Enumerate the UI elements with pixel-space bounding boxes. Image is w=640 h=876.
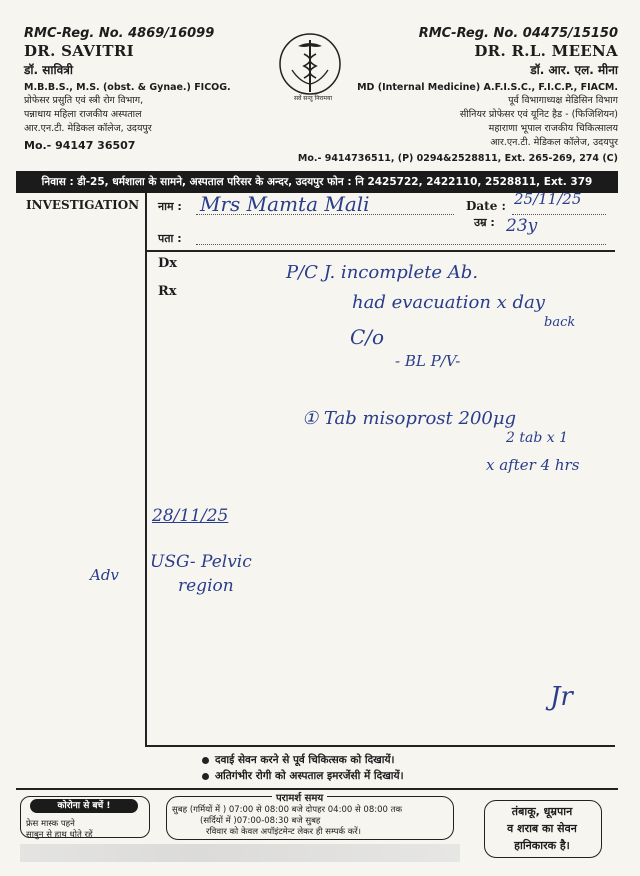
date-handwritten: 25/11/25 [514, 190, 582, 208]
address-line [196, 244, 606, 245]
left-designation-3: आर.एन.टी. मेडिकल कॉलेज, उदयपुर [24, 123, 152, 134]
age-label: उम्र : [474, 216, 495, 229]
right-qualifications: MD (Internal Medicine) A.F.I.S.C., F.I.C.P., FIACM. [357, 82, 618, 93]
note-line-3: back [544, 315, 576, 330]
corona-title: कोरोना से बचें ! [30, 799, 138, 813]
timing-line-1: सुबह (गर्मियों में ) 07:00 से 08:00 बजे दोपहर 04:00 से 08:00 तक [172, 805, 402, 815]
timing-title: परामर्श समय [272, 790, 327, 804]
dx-label: Dx [158, 256, 178, 271]
note-before-medicine [202, 753, 395, 767]
note-line-1: P/C J. incomplete Ab. [286, 262, 479, 283]
note-line-5: - BL P/V- [395, 352, 461, 370]
address-bar: निवास : डी-25, धर्मशाला के सामने, अस्पताल परिसर के अन्दर, उदयपुर फोन : नि 2425722, 2422110, 2528811, Ext. 379 [16, 171, 618, 193]
note-emergency-text: अतिगंभीर रोगी को अस्पताल इमरजेंसी में दिखायें। [215, 770, 404, 782]
note-line-2: had evacuation x day [352, 292, 545, 313]
doctor-signature: Jr [550, 682, 573, 712]
right-designation-2: सीनियर प्रोफेसर एवं यूनिट हैड - (फिजिशियन) [459, 109, 618, 120]
tobacco-line-3: हानिकारक है। [514, 839, 570, 852]
timing-line-3: रविवार को केवल अपॉइंटमेन्ट लेकर ही सम्पर्क करें। [206, 827, 362, 837]
column-divider [145, 193, 147, 745]
bullet-icon [202, 773, 209, 780]
timing-line-2: (सर्दियों में )07:00-08:30 बजे सुबह [200, 816, 321, 826]
right-doctor-name: DR. R.L. MEENA [474, 42, 618, 60]
left-designation-1: प्रोफेसर प्रसुति एवं स्त्री रोग विभाग, [24, 95, 144, 106]
left-reg-number: RMC-Reg. No. 4869/16099 [24, 26, 215, 41]
note-line-7: 2 tab x 1 [506, 430, 568, 446]
rx-label: Rx [158, 284, 177, 299]
note-before-medicine-text: दवाई सेवन करने से पूर्व चिकित्सक को दिखायें। [215, 754, 395, 766]
patient-name-handwritten: Mrs Mamta Mali [200, 192, 370, 216]
address-label: पता : [158, 232, 182, 245]
body-bottom-line [145, 745, 615, 747]
followup-date: 28/11/25 [152, 506, 229, 526]
date-label: Date : [466, 199, 506, 213]
right-contact: Mo.- 9414736511, (P) 0294&2528811, Ext. 265-269, 274 (C) [297, 153, 618, 164]
usg-line-2: region [178, 576, 234, 596]
note-emergency [202, 769, 404, 783]
date-line [512, 214, 606, 215]
logo-motto: सर्वे सन्तु निरामया [294, 95, 333, 102]
age-handwritten: 23y [506, 216, 538, 236]
right-doctor-name-hindi: डॉ. आर. एल. मीना [530, 63, 618, 77]
note-line-4: C/o [350, 325, 385, 349]
header-separator [145, 250, 615, 252]
right-reg-number: RMC-Reg. No. 04475/15150 [418, 26, 618, 41]
note-line-6: ① Tab misoprost 200μg [302, 408, 517, 429]
right-designation-1: पूर्व विभागाध्यक्ष मेडिसिन विभाग [508, 95, 618, 106]
corona-item-1: फ्रेस मास्क पहने [26, 819, 75, 829]
medical-caduceus-logo [278, 30, 342, 100]
note-line-8: x after 4 hrs [486, 456, 580, 474]
tobacco-line-2: व शराब का सेवन [507, 822, 577, 835]
left-qualifications: M.B.B.S., M.S. (obst. & Gynae.) FICOG. [24, 82, 231, 93]
investigation-label: INVESTIGATION [26, 198, 140, 212]
left-designation-2: पन्नाधाय महिला राजकीय अस्पताल [24, 109, 142, 120]
left-doctor-name: DR. SAVITRI [24, 42, 134, 60]
left-doctor-name-hindi: डॉ. सावित्री [24, 63, 73, 77]
usg-line-1: USG- Pelvic [150, 552, 252, 572]
right-designation-4: आर.एन.टी. मेडिकल कॉलेज, उदयपुर [490, 137, 618, 148]
bullet-icon [202, 757, 209, 764]
name-label: नाम : [158, 200, 182, 213]
tobacco-line-1: तंबाकू, धूम्रपान [511, 805, 573, 818]
left-mobile: Mo.- 94147 36507 [24, 139, 136, 152]
advice-mark: Adv [90, 566, 119, 584]
right-designation-3: महाराणा भूपाल राजकीय चिकित्सालय [488, 123, 618, 134]
scan-smudge [20, 844, 460, 862]
corona-item-2: साबुन से हाथ धोते रहें [26, 830, 93, 840]
